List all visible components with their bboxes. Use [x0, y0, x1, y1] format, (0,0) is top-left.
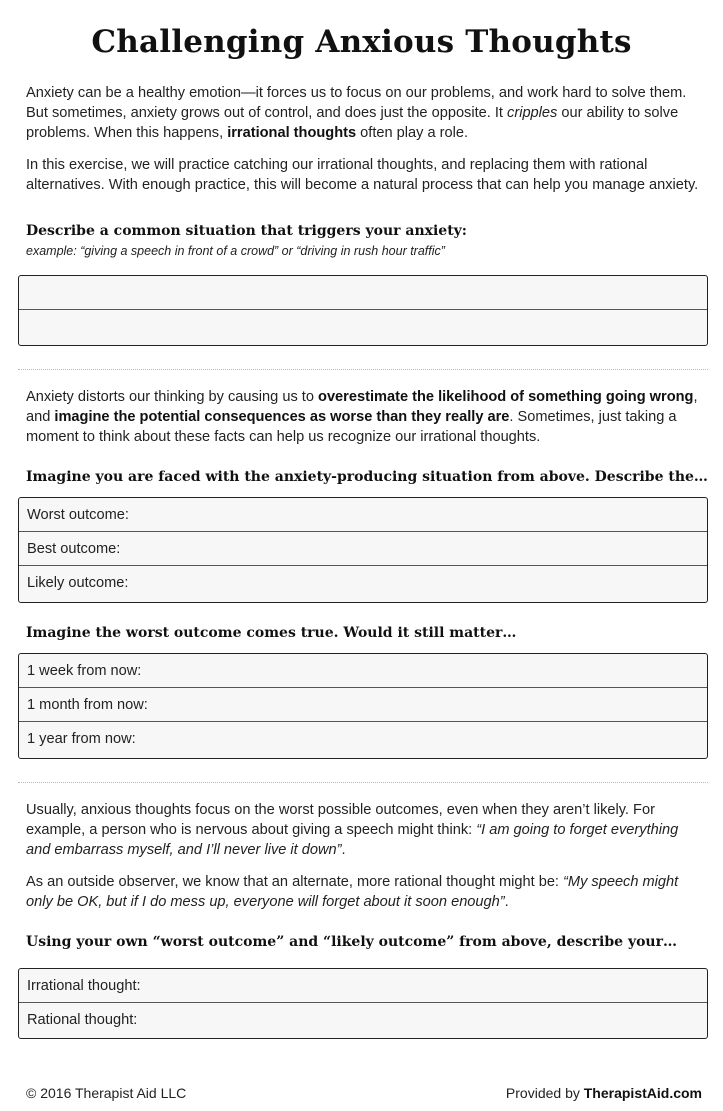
- intro-bold: irrational thoughts: [227, 125, 357, 141]
- thoughts-quote: “My speech might only be OK, but if I do mess up, everyone will forget about it soon enough”: [26, 874, 679, 910]
- distortion-bold: imagine the potential consequences as worse than they really are: [54, 409, 510, 425]
- timeframe-box: [18, 653, 708, 759]
- one-month-field[interactable]: 1 month from now:: [19, 688, 707, 722]
- thoughts-paragraph-2: [26, 872, 702, 912]
- distortion-text: . Sometimes, just taking a moment to think about these facts can help us recognize our irrational thoughts.: [26, 409, 677, 445]
- one-week-field[interactable]: 1 week from now:: [19, 654, 707, 688]
- worst-outcome-field[interactable]: Worst outcome:: [19, 498, 707, 532]
- likely-outcome-field[interactable]: Likely outcome:: [27, 575, 129, 591]
- distortion-bold: overestimate the likelihood of something going wrong: [318, 389, 694, 405]
- section1-heading: Describe a common situation that triggers your anxiety:: [26, 223, 467, 239]
- section3-heading: Imagine the worst outcome comes true. Would it still matter…: [26, 625, 517, 641]
- thoughts-box: [18, 968, 708, 1039]
- intro-text: often play a role.: [356, 125, 469, 141]
- thoughts-text: Usually, anxious thoughts focus on the worst possible outcomes, even when they aren’t likely. For example, a person who is nervous about giving a speech might think:: [26, 802, 655, 838]
- copyright-text: © 2016 Therapist Aid LLC: [26, 1085, 187, 1101]
- rational-thought-field[interactable]: Rational thought:: [27, 1012, 138, 1028]
- section2-heading: Imagine you are faced with the anxiety-producing situation from above. Describe the…: [26, 469, 708, 485]
- outcomes-box: [18, 497, 708, 603]
- intro-text: our ability to solve problems. When this happens,: [26, 105, 679, 141]
- provider-site-link[interactable]: TherapistAid.com: [583, 1085, 702, 1101]
- best-outcome-field[interactable]: Best outcome:: [19, 532, 707, 566]
- intro-emphasis: cripples: [507, 105, 558, 121]
- section1-example: example: “giving a speech in front of a crowd” or “driving in rush hour traffic”: [26, 244, 445, 258]
- section4-heading: Using your own “worst outcome” and “likely outcome” from above, describe your…: [26, 934, 677, 950]
- intro-paragraph-2: In this exercise, we will practice catching our irrational thoughts, and replacing them with rational alternatives. With enough practice, this will become a natural process that can help you manage anxiety.: [26, 157, 699, 193]
- provided-by: [506, 1085, 702, 1101]
- situation-line-2[interactable]: [19, 310, 707, 344]
- thoughts-text: .: [341, 842, 346, 858]
- situation-box: [18, 275, 708, 346]
- distortion-paragraph: [26, 387, 702, 447]
- thoughts-paragraph-1: [26, 800, 702, 860]
- section-divider: [18, 782, 708, 783]
- one-year-field[interactable]: 1 year from now:: [27, 731, 136, 747]
- distortion-text: Anxiety distorts our thinking by causing us to: [26, 389, 319, 405]
- section-divider: [18, 369, 708, 370]
- page-title: Challenging Anxious Thoughts: [91, 24, 632, 60]
- intro-text: Anxiety can be a healthy emotion—it forces us to focus on our problems, and work hard to solve them. But sometimes, anxiety grows out of control, and does just the opposite. It: [26, 85, 687, 121]
- thoughts-text: As an outside observer, we know that an alternate, more rational thought might be:: [26, 874, 564, 890]
- distortion-text: , and: [26, 389, 698, 425]
- intro-paragraph-1: [26, 83, 702, 143]
- situation-line-1[interactable]: [19, 276, 707, 310]
- thoughts-quote: “I am going to forget everything and embarrass myself, and I’ll never live it down”: [26, 822, 679, 858]
- thoughts-text: .: [504, 894, 509, 910]
- provided-by-prefix: Provided by: [505, 1085, 584, 1101]
- irrational-thought-field[interactable]: Irrational thought:: [19, 969, 707, 1003]
